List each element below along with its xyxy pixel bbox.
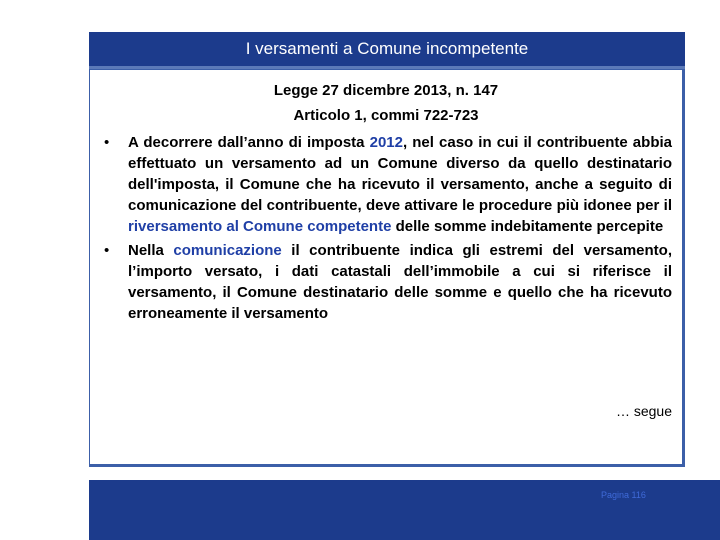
bullet-dot-icon: • <box>104 134 110 151</box>
slide-title: I versamenti a Comune incompetente <box>245 39 529 58</box>
bullet-dot-icon: • <box>104 242 110 259</box>
slide-title-bar <box>89 32 685 69</box>
content-box <box>89 69 685 467</box>
article-reference: Articolo 1, commi 722-723 <box>293 107 479 124</box>
bullet-text-segment: , nel caso in cui il contribuente abbia effettuato un versamento ad un Comune diverso da quello destinatario dell'imposta, il Comune che ha ricevuto il versamento, anche a seguito di comunicazione del contribuente, deve attivare le procedure più idonee per il <box>128 134 672 214</box>
bullet-list <box>104 132 672 327</box>
bullet-text <box>128 132 672 237</box>
bullet-item <box>104 240 672 324</box>
footer-bar <box>89 480 720 540</box>
page-number: Pagina 116 <box>601 490 646 500</box>
highlighted-text: riversamento al Comune competente <box>128 218 392 235</box>
bullet-text <box>128 240 672 324</box>
bullet-text-segment: Nella <box>128 242 174 259</box>
bullet-text-segment: A decorrere dall’anno di imposta <box>128 134 370 151</box>
bullet-text-segment: il contribuente indica gli estremi del versamento, l’importo versato, i dati catastali dell’immobile a cui si riferisce il versamento, il Comune destinatario delle somme e quello che ha ricevuto erroneamente il versamento <box>128 242 672 322</box>
bullet-text-segment: delle somme indebitamente percepite <box>391 218 664 235</box>
segue-note: … segue <box>615 403 672 419</box>
law-reference: Legge 27 dicembre 2013, n. 147 <box>273 82 499 99</box>
highlighted-text: comunicazione <box>173 242 282 259</box>
bullet-item <box>104 132 672 237</box>
highlighted-text: 2012 <box>369 134 403 151</box>
